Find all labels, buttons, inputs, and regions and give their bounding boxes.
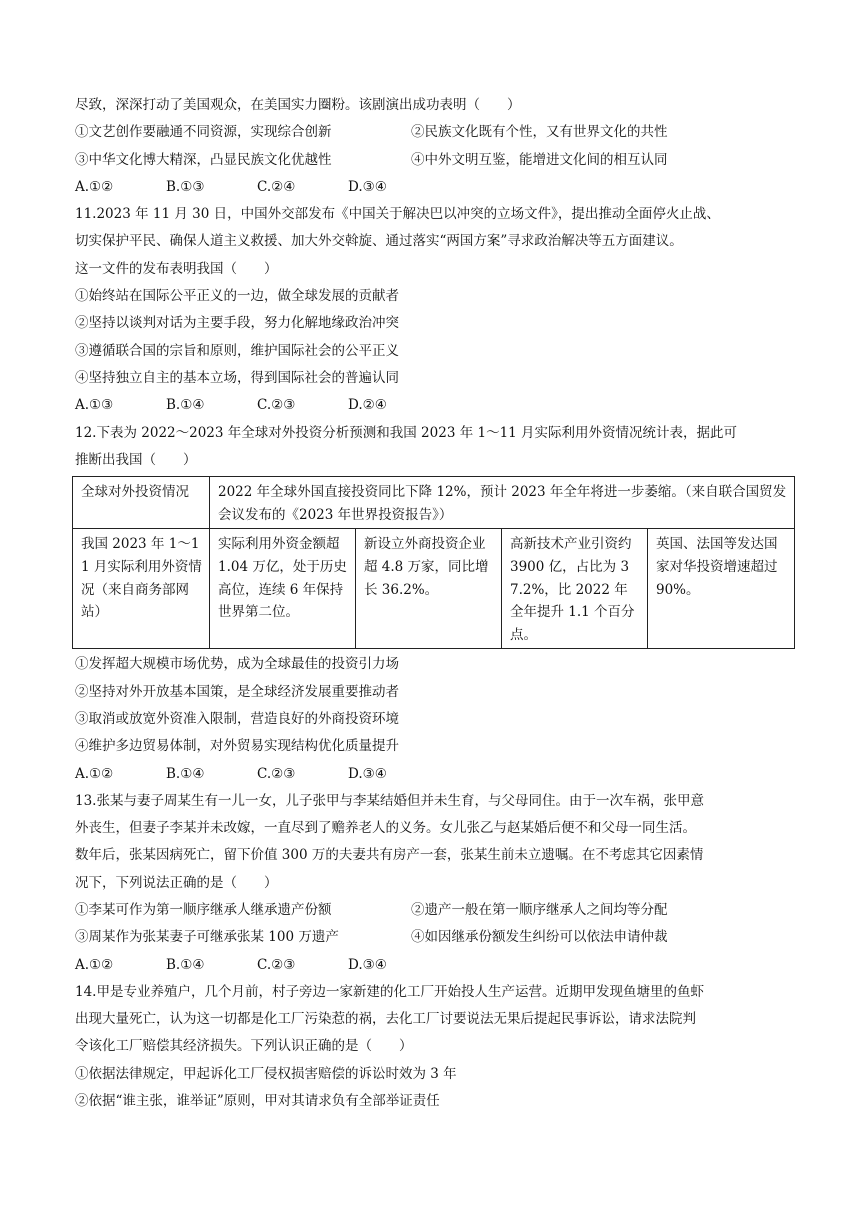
q10-choice-b: B.①③ [166,178,205,195]
q12-stem-line1: 12.下表为 2022～2023 年全球对外投资分析预测和我国 2023 年 1～11 月实际利用外资情况统计表，据此可 [75,424,738,441]
q13-option-2: ②遗产一般在第一顺序继承人之间均等分配 [411,901,668,918]
q12-choices [75,761,795,788]
q13-stem-line2: 外丧生，但妻子李某并未改嫁，一直尽到了赡养老人的义务。女儿张乙与赵某婚后便不和父母一同生活。 [75,820,696,837]
q12-option-3: ③取消或放宽外资准入限制，营造良好的外商投资环境 [75,710,399,727]
q13-option-3: ③周某作为张某妻子可继承张某 100 万遗产 [75,929,339,946]
q13-choice-c: C.②③ [257,956,296,973]
table-cell-hightech: 高新技术产业引资约 3900 亿，占比为 37.2%，比 2022 年全年提升 1.1 个百分点。 [502,529,648,649]
q12-option-2: ②坚持对外开放基本国策，是全球经济发展重要推动者 [75,683,399,700]
q12-choice-b: B.①④ [166,765,205,782]
table-cell-china-head: 我国 2023 年 1～11 月实际利用外资情况（来自商务部网站） [73,529,210,649]
q13-options-row1 [75,897,795,924]
table-row-china [73,529,795,649]
q14-stem-line3: 令该化工厂赔偿其经济损失。下列认识正确的是（ ） [75,1038,413,1055]
q12-option-1: ①发挥超大规模市场优势，成为全球最佳的投资引力场 [75,656,399,673]
q11-choice-a: A.①③ [75,397,114,414]
q13-choice-d: D.③④ [348,956,387,973]
q11-choice-b: B.①④ [166,397,205,414]
q11-option-2: ②坚持以谈判对话为主要手段，努力化解地缘政治冲突 [75,315,399,332]
table-row-global [73,477,795,529]
q14-option-1: ①依据法律规定，甲起诉化工厂侵权损害赔偿的诉讼时效为 3 年 [75,1065,457,1082]
q13-options-row2 [75,924,795,951]
q13-choice-a: A.①② [75,956,114,973]
q10-option-3: ③中华文化博大精深，凸显民族文化优越性 [75,151,332,168]
q13-choice-b: B.①④ [166,956,205,973]
q12-choice-a: A.①② [75,765,114,782]
table-cell-foreign-capital: 实际利用外资金额超 1.04 万亿，处于历史高位，连续 6 年保持世界第二位。 [210,529,356,649]
q10-choices [75,174,795,201]
q12-stem-line2: 推断出我国（ ） [75,451,197,468]
table-cell-new-enterprises: 新设立外商投资企业超 4.8 万家，同比增长 36.2%。 [356,529,502,649]
q12-choice-d: D.③④ [348,765,387,782]
table-cell-global-body: 2022 年全球外国直接投资同比下降 12%，预计 2023 年全年将进一步萎缩。（来自联合国贸发会议发布的《2023 年世界投资报告》） [210,477,795,529]
table-cell-global-head: 全球对外投资情况 [73,477,210,529]
q11-stem-line2: 切实保护平民、确保人道主义救援、加大外交斡旋、通过落实“两国方案”寻求政治解决等五方面建议。 [75,233,683,250]
q11-stem-line3: 这一文件的发布表明我国（ ） [75,260,278,277]
q13-option-1: ①李某可作为第一顺序继承人继承遗产份额 [75,901,332,918]
q11-option-3: ③遵循联合国的宗旨和原则，维护国际社会的公平正义 [75,342,399,359]
investment-table [72,476,795,649]
q13-stem-line3: 数年后，张某因病死亡，留下价值 300 万的夫妻共有房产一套，张某生前未立遗嘱。在不考虑其它因素情 [75,847,704,864]
q11-choice-c: C.②③ [257,397,296,414]
q11-option-4: ④坚持独立自主的基本立场，得到国际社会的普遍认同 [75,369,399,386]
q10-option-4: ④中外文明互鉴，能增进文化间的相互认同 [411,151,668,168]
q10-choice-c: C.②④ [257,178,296,195]
q10-choice-a: A.①② [75,178,114,195]
q10-choice-d: D.③④ [348,178,387,195]
q13-stem-line1: 13.张某与妻子周某生有一儿一女，儿子张甲与李某结婚但并未生育，与父母同住。由于一次车祸，张甲意 [75,792,704,809]
exam-page [75,92,795,1115]
q13-stem-line4: 况下，下列说法正确的是（ ） [75,874,278,891]
q14-option-2: ②依据“谁主张，谁举证”原则，甲对其请求负有全部举证责任 [75,1093,440,1110]
q12-option-4: ④维护多边贸易体制，对外贸易实现结构优化质量提升 [75,738,399,755]
q10-option-1: ①文艺创作要融通不同资源，实现综合创新 [75,124,332,141]
q11-stem-line1: 11.2023 年 11 月 30 日，中国外交部发布《中国关于解决巴以冲突的立场文件》，提出推动全面停火止战、 [75,206,720,223]
q10-options-row1 [75,119,795,146]
q13-choices [75,952,795,979]
q13-option-4: ④如因继承份额发生纠纷可以依法申请仲裁 [411,929,668,946]
q11-choices [75,392,795,419]
table-cell-developed-countries: 英国、法国等发达国家对华投资增速超过 90%。 [648,529,795,649]
q11-choice-d: D.②④ [348,397,387,414]
q10-stem: 尽致，深深打动了美国观众，在美国实力圈粉。该剧演出成功表明（ ） [75,97,521,113]
q14-stem-line1: 14.甲是专业养殖户，几个月前，村子旁边一家新建的化工厂开始投人生产运营。近期甲发现鱼塘里的鱼虾 [75,983,704,1000]
q10-options-row2 [75,147,795,174]
q14-stem-line2: 出现大量死亡，认为这一切都是化工厂污染惹的祸，去化工厂讨要说法无果后提起民事诉讼，请求法院判 [75,1011,696,1028]
q12-choice-c: C.②③ [257,765,296,782]
q10-option-2: ②民族文化既有个性，又有世界文化的共性 [411,124,668,141]
q11-option-1: ①始终站在国际公平正义的一边，做全球发展的贡献者 [75,288,399,305]
